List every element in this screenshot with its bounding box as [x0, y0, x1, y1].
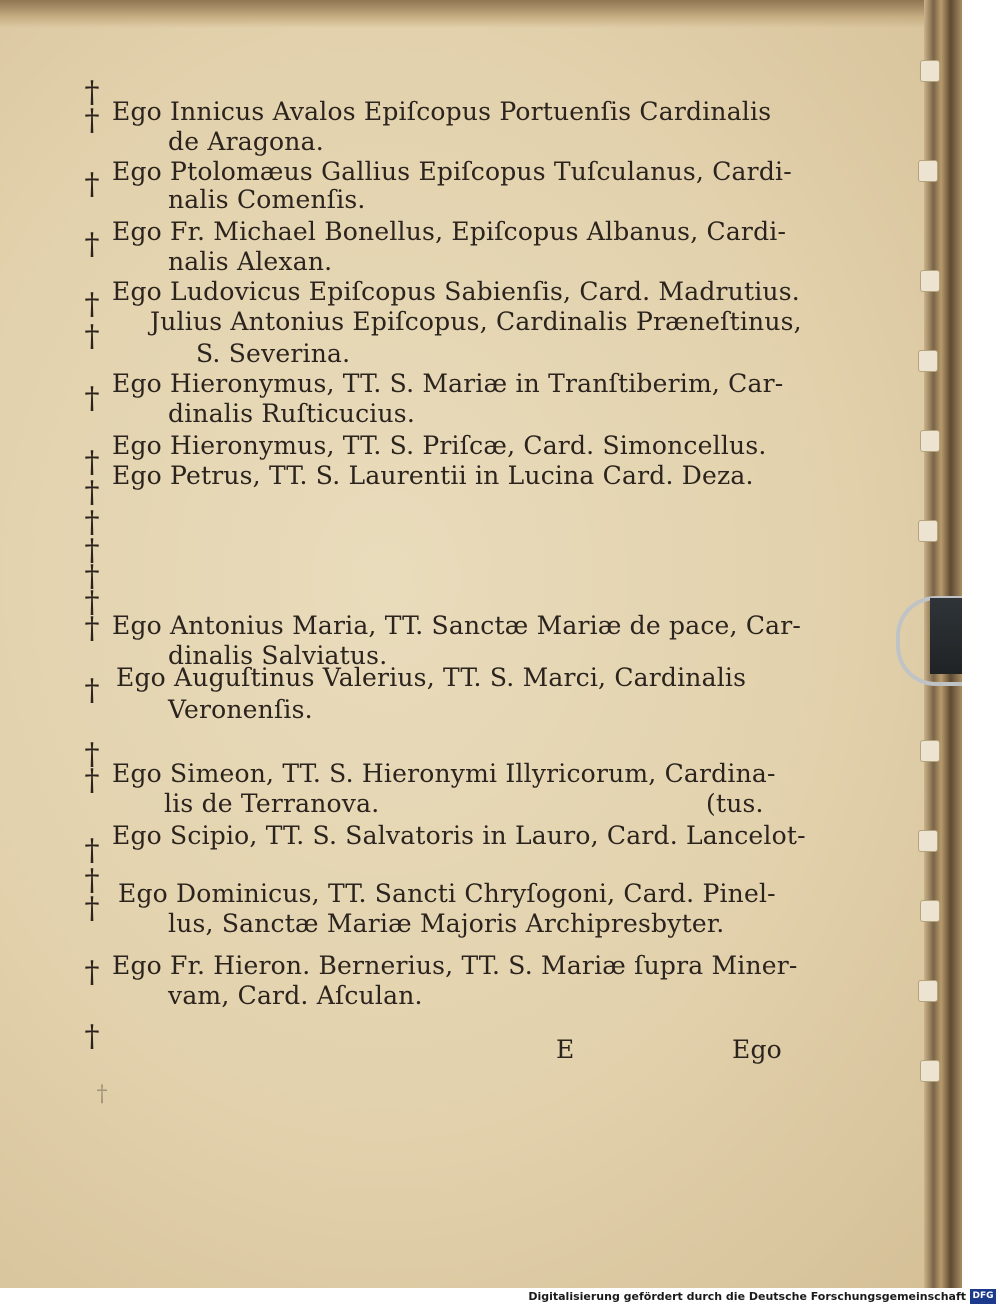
page-tab — [920, 1060, 940, 1082]
text-line: (tus. — [706, 789, 764, 818]
cross-mark: † — [84, 763, 100, 798]
text-line: Ego Petrus, TT. S. Laurentii in Lucina Card. Deza. — [112, 461, 754, 490]
text-line: Ego Auguſtinus Valerius, TT. S. Marci, Cardinalis — [116, 663, 747, 692]
signature-mark: E — [556, 1035, 575, 1064]
text-line: Veronenſis. — [168, 695, 313, 724]
text-line: lis de Terranova. — [164, 789, 380, 818]
cross-mark: † — [84, 167, 100, 202]
page-tab — [918, 350, 938, 372]
page-tab — [920, 270, 940, 292]
cross-mark: † — [84, 445, 100, 480]
text-line: vam, Card. Aſculan. — [168, 981, 423, 1010]
text-line: dinalis Ruſticucius. — [168, 399, 415, 428]
cross-mark: † — [84, 737, 100, 772]
text-line: Ego Simeon, TT. S. Hieronymi Illyricorum, Cardina- — [112, 759, 776, 788]
cross-mark: † — [84, 227, 100, 262]
cross-mark: † — [84, 673, 100, 708]
clip-band — [930, 598, 962, 674]
cross-mark: † — [84, 75, 100, 110]
cross-mark: † — [84, 833, 100, 868]
text-line: Ego Scipio, TT. S. Salvatoris in Lauro, Card. Lancelot- — [112, 821, 806, 850]
page-tab — [920, 740, 940, 762]
text-line: Ego Antonius Maria, TT. Sanctæ Mariæ de pace, Car- — [112, 611, 802, 640]
cross-mark: † — [84, 891, 100, 926]
cross-mark: † — [84, 955, 100, 990]
text-line: Ego Dominicus, TT. Sancti Chryſogoni, Card. Pinel- — [118, 879, 776, 908]
cross-mark: † — [96, 1082, 108, 1107]
text-line: lus, Sanctæ Mariæ Majoris Archipresbyter. — [168, 909, 725, 938]
text-line: Ego Hieronymus, TT. S. Priſcæ, Card. Simoncellus. — [112, 431, 767, 460]
page-top-edge — [0, 0, 962, 28]
text-line: Ego Ludovicus Epiſcopus Sabienſis, Card. Madrutius. — [112, 277, 800, 306]
text-line: dinalis Salviatus. — [168, 641, 388, 670]
dfg-logo: DFG — [970, 1289, 996, 1304]
text-line: Julius Antonius Epiſcopus, Cardinalis Præneſtinus, — [150, 307, 802, 336]
cross-mark: † — [84, 1019, 100, 1054]
cross-mark: † — [84, 319, 100, 354]
cross-mark: † — [84, 505, 100, 540]
cross-mark: † — [84, 533, 100, 568]
page-tab — [918, 980, 938, 1002]
text-line: de Aragona. — [168, 127, 324, 156]
page-tab — [920, 60, 940, 82]
page-tab — [918, 520, 938, 542]
text-line: Ego Hieronymus, TT. S. Mariæ in Tranſtiberim, Car- — [112, 369, 784, 398]
text-line: Ego Innicus Avalos Epiſcopus Portuenſis Cardinalis — [112, 97, 772, 126]
text-line: nalis Comenſis. — [168, 185, 366, 214]
cross-mark: † — [84, 103, 100, 138]
text-line: Ego Ptolomæus Gallius Epiſcopus Tuſculanus, Cardi- — [112, 157, 792, 186]
page-tab — [918, 830, 938, 852]
page-tab — [920, 430, 940, 452]
catchword: Ego — [732, 1035, 782, 1064]
page-tab — [918, 160, 938, 182]
cross-mark: † — [84, 611, 100, 646]
cross-mark: † — [84, 863, 100, 898]
cross-mark: † — [84, 287, 100, 322]
cross-mark: † — [84, 381, 100, 416]
cross-mark: † — [84, 475, 100, 510]
cross-mark: † — [84, 585, 100, 620]
text-line: S. Severina. — [196, 339, 351, 368]
page-tab — [920, 900, 940, 922]
text-line: nalis Alexan. — [168, 247, 333, 276]
text-line: Ego Fr. Michael Bonellus, Epiſcopus Albanus, Cardi- — [112, 217, 787, 246]
cross-mark: † — [84, 559, 100, 594]
text-line: Ego Fr. Hieron. Bernerius, TT. S. Mariæ ſupra Miner- — [112, 951, 798, 980]
footer-credit: Digitalisierung gefördert durch die Deutsche Forschungsgemeinschaft — [528, 1290, 966, 1303]
